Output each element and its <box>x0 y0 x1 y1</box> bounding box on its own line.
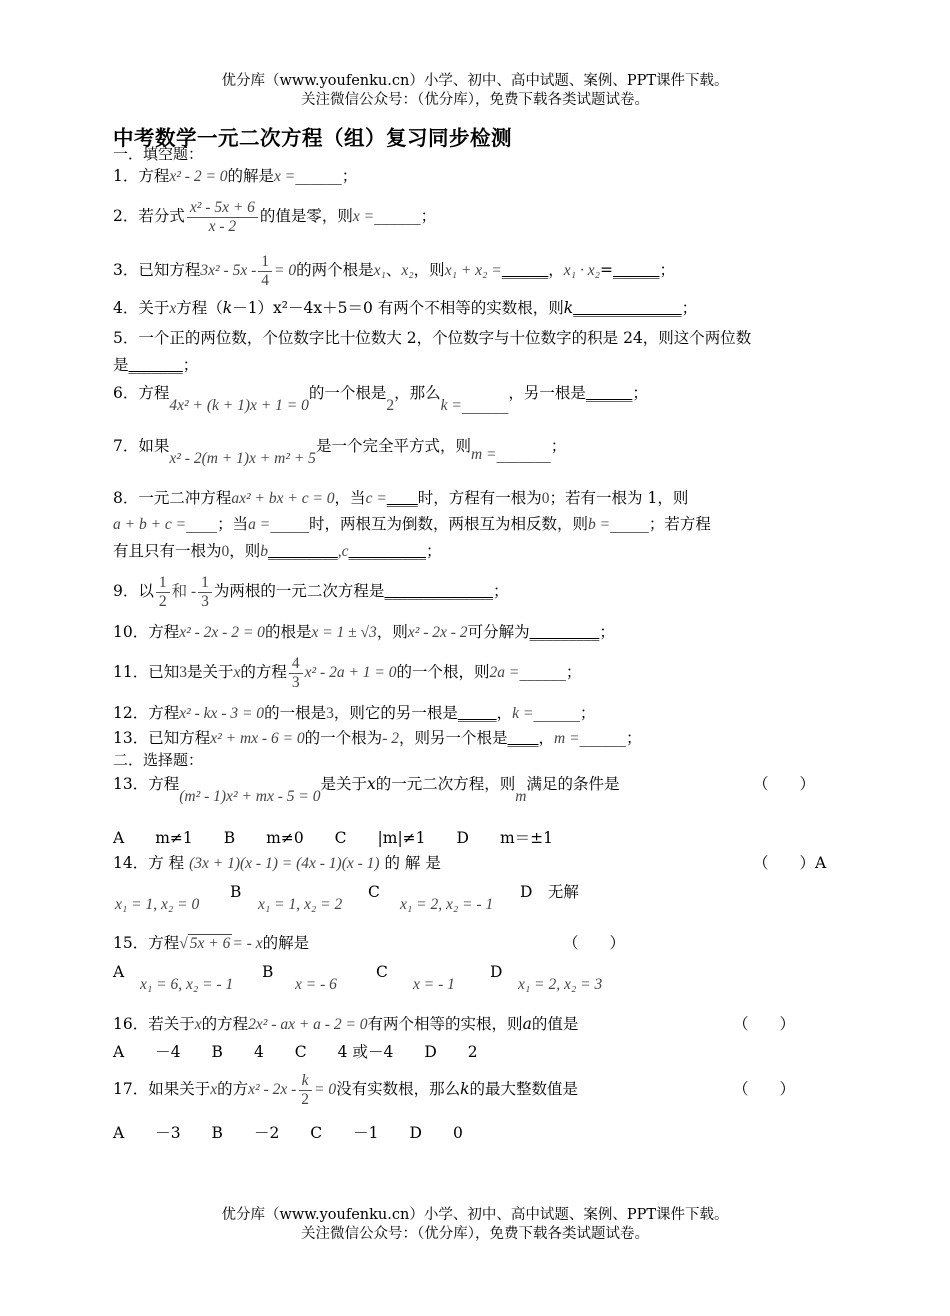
question-15-label-d: D <box>490 963 503 981</box>
question-15-label-a: A <box>113 963 125 981</box>
question-15-option-a: x₁ = 6, x₂ = - 1 <box>140 976 234 993</box>
question-14-option-c: x₁ = 2, x₂ = - 1 <box>400 896 494 913</box>
question-8-line-2: a + b + c =____；当a =_____时，两根互为倒数，两根互为相反数，则b =_____；若方程 <box>113 515 711 533</box>
question-14-option-d: D 无解 <box>520 883 579 901</box>
section-fill-in-title: 一．填空题： <box>113 145 204 163</box>
question-13-options: A m≠1 B m≠0 C |m|≠1 D m＝±1 <box>113 829 554 847</box>
question-8-line-3: 有且只有一根为0，则b_________,c__________； <box>113 542 442 560</box>
question-5-line-1: 5．一个正的两位数，个位数字比十位数大 2，个位数字与十位数字的积是 24，则这个两位数 <box>113 329 752 347</box>
question-10: 10．方程x² - 2x - 2 = 0的根是x = 1 ± √3，则x² - 2x - 2可分解为_________； <box>113 623 615 641</box>
question-15-label-b: B <box>262 963 274 981</box>
question-15-option-c: x = - 1 <box>413 976 455 993</box>
question-7: 7．如果x² - 2(m + 1)x + m² + 5是一个完全平方式，则m =_______； <box>113 437 567 467</box>
question-6: 6．方程4x² + (k + 1)x + 1 = 0的一个根是2，那么k =______，另一根是______； <box>113 384 648 414</box>
footer-line-2: 关注微信公众号：（优分库），免费下载各类试题试卷。 <box>301 1226 649 1242</box>
question-3: 3．已知方程3x² - 5x - $\frac{1}{4}$ = 0的两个根是x₁、x₂，则x₁ + x₂ =______，x₁ · x₂=______； <box>113 252 675 289</box>
question-15-option-b: x = - 6 <box>295 976 337 993</box>
question-9: 9．以 $\frac{1}{2}$ 和 - $\frac{1}{3}$ 为两根的一元二次方程是______________； <box>113 573 509 610</box>
question-13-choice: 13．方程(m² - 1)x² + mx - 5 = 0是关于x的一元二次方程，则m满足的条件是 （ ） <box>113 775 816 805</box>
question-14: 14．方 程 (3x + 1)(x - 1) = (4x - 1)(x - 1) 的 解 是 （ ）A <box>113 854 827 872</box>
question-14-label-b: B <box>230 883 242 901</box>
question-4: 4．关于x方程（k－1）x²－4x＋5＝0 有两个不相等的实数根，则k______________； <box>113 299 698 317</box>
question-2: 2．若分式 $\frac{\text{x² - 5x + 6}}{x - 2}$ 的值是零，则x =______； <box>113 198 437 235</box>
question-15-option-d: x₁ = 2, x₂ = 3 <box>518 976 603 993</box>
question-14-label-c: C <box>368 883 380 901</box>
question-11: 11．已知3是关于x的方程 $\frac{4}{3}$ x² - 2a + 1 = 0的一个根，则2a =______； <box>113 654 582 691</box>
section-choice-title: 二．选择题： <box>113 751 204 769</box>
question-14-option-b: x₁ = 1, x₂ = 2 <box>258 896 343 913</box>
footer-line-1: 优分库（www.youfenku.cn）小学、初中、高中试题、案例、PPT课件下载。 <box>221 1207 729 1223</box>
fraction: $\frac{\text{x² - 5x + 6}}{x - 2}$ <box>187 199 258 236</box>
question-15: 15．方程√ 5x + 6 = - x的解是 （ ） <box>113 934 626 952</box>
question-14-option-a: x₁ = 1, x₂ = 0 <box>115 896 200 913</box>
question-12: 12．方程x² - kx - 3 = 0的一根是3，则它的另一根是_____，k =______； <box>113 704 596 722</box>
question-8-line-1: 8．一元二冲方程ax² + bx + c = 0，当c =____时，方程有一根为0；若有一根为 1，则 <box>113 489 689 507</box>
question-15-label-c: C <box>376 963 388 981</box>
header-line-2: 关注微信公众号：（优分库），免费下载各类试题试卷。 <box>301 92 649 108</box>
page-title: 中考数学一元二次方程（组）复习同步检测 <box>113 126 512 150</box>
question-17-options: A －3 B －2 C －1 D 0 <box>113 1124 463 1142</box>
question-16: 16．若关于x的方程2x² - ax + a - 2 = 0有两个相等的实根，则a的值是 （ ） <box>113 1015 796 1033</box>
header-line-1: 优分库（www.youfenku.cn）小学、初中、高中试题、案例、PPT课件下载。 <box>221 73 729 89</box>
question-13-fill: 13．已知方程x² + mx - 6 = 0的一个根为- 2，则另一个根是____，m =______； <box>113 729 642 747</box>
question-17: 17．如果关于x的方x² - 2x - $\frac{k}{2}$ = 0没有实数根，那么k的最大整数值是 （ ） <box>113 1071 796 1108</box>
question-5-line-2: 是_______； <box>113 356 199 374</box>
question-1: 1．方程x² - 2 = 0的解是x =______； <box>113 167 358 185</box>
question-16-options: A －4 B 4 C 4 或－4 D 2 <box>113 1043 478 1061</box>
